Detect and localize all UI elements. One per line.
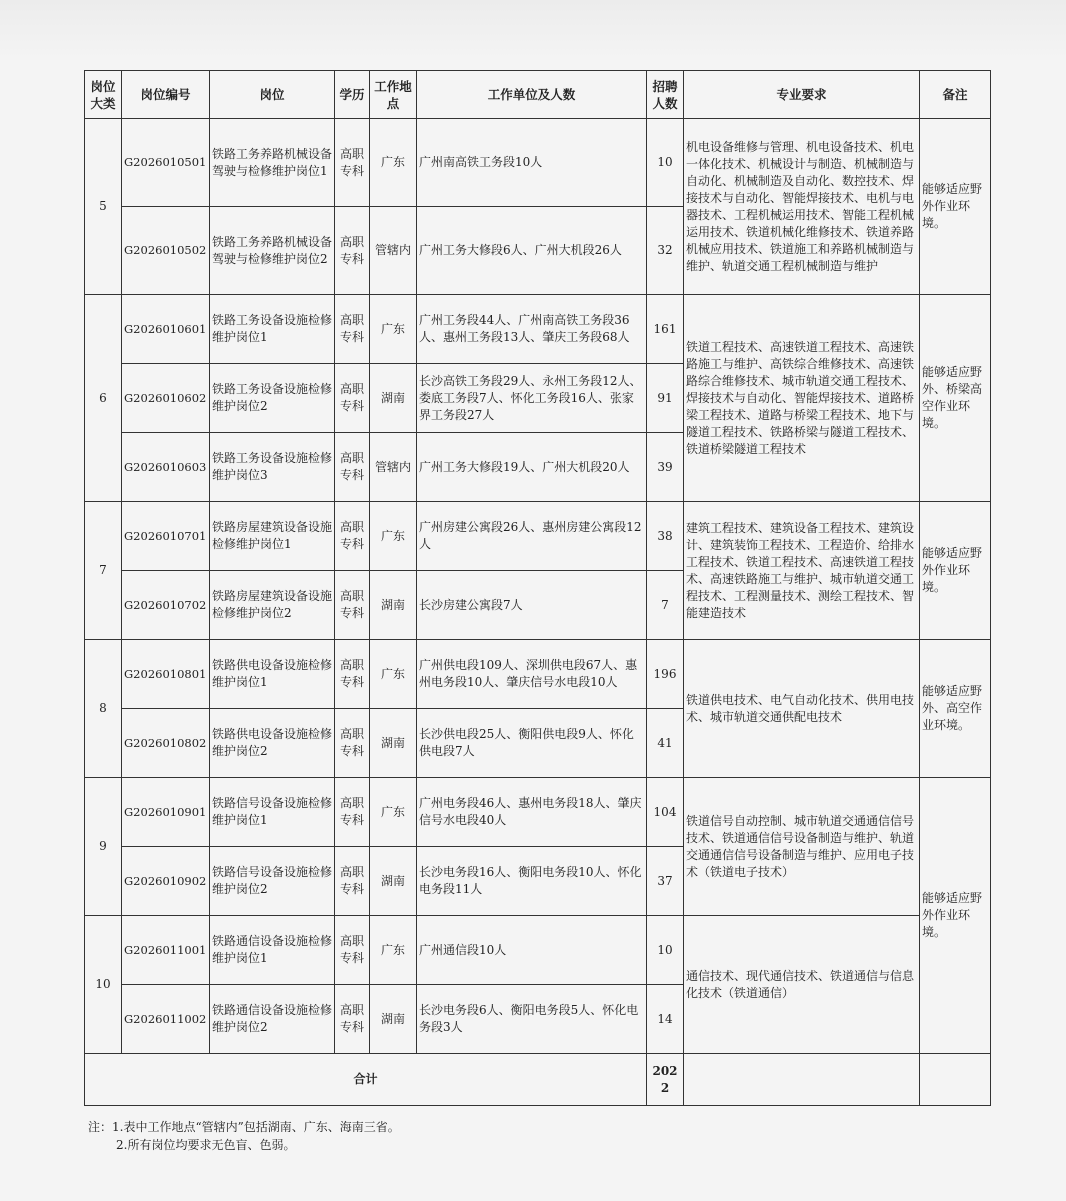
remark-cell: 能够适应野外作业环境。 bbox=[920, 119, 991, 295]
count-cell: 10 bbox=[647, 916, 684, 985]
remark-cell: 能够适应野外、高空作业环境。 bbox=[920, 640, 991, 778]
total-label: 合计 bbox=[85, 1054, 647, 1106]
education-cell: 高职专科 bbox=[335, 295, 370, 364]
count-cell: 41 bbox=[647, 709, 684, 778]
code-cell: G2026010502 bbox=[122, 207, 210, 295]
education-cell: 高职专科 bbox=[335, 985, 370, 1054]
footnotes bbox=[88, 1118, 400, 1154]
header-count: 招聘人数 bbox=[647, 71, 684, 119]
category-cell: 6 bbox=[85, 295, 122, 502]
post-cell: 铁路通信设备设施检修维护岗位2 bbox=[210, 985, 335, 1054]
remark-cell: 能够适应野外作业环境。 bbox=[920, 502, 991, 640]
code-cell: G2026010601 bbox=[122, 295, 210, 364]
count-cell: 38 bbox=[647, 502, 684, 571]
post-cell: 铁路房屋建筑设备设施检修维护岗位1 bbox=[210, 502, 335, 571]
units-cell: 广州工务大修段19人、广州大机段20人 bbox=[417, 433, 647, 502]
location-cell: 湖南 bbox=[370, 571, 417, 640]
post-cell: 铁路供电设备设施检修维护岗位2 bbox=[210, 709, 335, 778]
post-cell: 铁路信号设备设施检修维护岗位1 bbox=[210, 778, 335, 847]
footnote-2: 2.所有岗位均要求无色盲、色弱。 bbox=[116, 1138, 296, 1152]
count-cell: 32 bbox=[647, 207, 684, 295]
location-cell: 广东 bbox=[370, 502, 417, 571]
education-cell: 高职专科 bbox=[335, 571, 370, 640]
table-row bbox=[85, 295, 991, 364]
major-cell: 通信技术、现代通信技术、铁道通信与信息化技术（铁道通信） bbox=[684, 916, 920, 1054]
code-cell: G2026010801 bbox=[122, 640, 210, 709]
major-cell: 建筑工程技术、建筑设备工程技术、建筑设计、建筑装饰工程技术、工程造价、给排水工程技术、铁道工程技术、高速铁道工程技术、高速铁路施工与维护、城市轨道交通工程技术、工程测量技术、测绘工程技术、智能建造技术 bbox=[684, 502, 920, 640]
location-cell: 管辖内 bbox=[370, 207, 417, 295]
count-cell: 7 bbox=[647, 571, 684, 640]
code-cell: G2026011002 bbox=[122, 985, 210, 1054]
units-cell: 广州供电段109人、深圳供电段67人、惠州电务段10人、肇庆信号水电段10人 bbox=[417, 640, 647, 709]
education-cell: 高职专科 bbox=[335, 502, 370, 571]
count-cell: 161 bbox=[647, 295, 684, 364]
code-cell: G2026010603 bbox=[122, 433, 210, 502]
units-cell: 长沙供电段25人、衡阳供电段9人、怀化供电段7人 bbox=[417, 709, 647, 778]
category-cell: 8 bbox=[85, 640, 122, 778]
table-row bbox=[85, 778, 991, 847]
header-row bbox=[85, 71, 991, 119]
units-cell: 广州房建公寓段26人、惠州房建公寓段12人 bbox=[417, 502, 647, 571]
units-cell: 长沙电务段16人、衡阳电务段10人、怀化电务段11人 bbox=[417, 847, 647, 916]
major-cell: 铁道信号自动控制、城市轨道交通通信信号技术、铁道通信信号设备制造与维护、轨道交通通信信号设备制造与维护、应用电子技术（铁道电子技术） bbox=[684, 778, 920, 916]
post-cell: 铁路房屋建筑设备设施检修维护岗位2 bbox=[210, 571, 335, 640]
post-cell: 铁路工务养路机械设备驾驶与检修维护岗位2 bbox=[210, 207, 335, 295]
post-cell: 铁路信号设备设施检修维护岗位2 bbox=[210, 847, 335, 916]
table-row bbox=[85, 916, 991, 985]
units-cell: 长沙电务段6人、衡阳电务段5人、怀化电务段3人 bbox=[417, 985, 647, 1054]
count-cell: 37 bbox=[647, 847, 684, 916]
education-cell: 高职专科 bbox=[335, 207, 370, 295]
code-cell: G2026010902 bbox=[122, 847, 210, 916]
table-row bbox=[85, 640, 991, 709]
remark-cell: 能够适应野外作业环境。 bbox=[920, 778, 991, 1054]
count-cell: 14 bbox=[647, 985, 684, 1054]
total-remark-empty bbox=[920, 1054, 991, 1106]
location-cell: 湖南 bbox=[370, 364, 417, 433]
count-cell: 196 bbox=[647, 640, 684, 709]
units-cell: 广州工务大修段6人、广州大机段26人 bbox=[417, 207, 647, 295]
remark-cell: 能够适应野外、桥梁高空作业环境。 bbox=[920, 295, 991, 502]
post-cell: 铁路通信设备设施检修维护岗位1 bbox=[210, 916, 335, 985]
education-cell: 高职专科 bbox=[335, 847, 370, 916]
count-cell: 104 bbox=[647, 778, 684, 847]
units-cell: 广州通信段10人 bbox=[417, 916, 647, 985]
education-cell: 高职专科 bbox=[335, 709, 370, 778]
table-row bbox=[85, 502, 991, 571]
location-cell: 广东 bbox=[370, 916, 417, 985]
footnote-1: 注：1.表中工作地点“管辖内”包括湖南、广东、海南三省。 bbox=[88, 1120, 400, 1134]
units-cell: 广州电务段46人、惠州电务段18人、肇庆信号水电段40人 bbox=[417, 778, 647, 847]
location-cell: 广东 bbox=[370, 119, 417, 207]
location-cell: 广东 bbox=[370, 778, 417, 847]
major-cell: 机电设备维修与管理、机电设备技术、机电一体化技术、机械设计与制造、机械制造与自动化、机械制造及自动化、数控技术、焊接技术与自动化、智能焊接技术、电机与电器技术、工程机械运用技术、智能工程机械运用技术、铁道机械化维修技术、铁道养路机械应用技术、铁道施工和养路机械制造与维护、轨道交通工程机械制造与维护 bbox=[684, 119, 920, 295]
location-cell: 湖南 bbox=[370, 709, 417, 778]
total-value: 2022 bbox=[647, 1054, 684, 1106]
header-remark: 备注 bbox=[920, 71, 991, 119]
education-cell: 高职专科 bbox=[335, 640, 370, 709]
header-location: 工作地点 bbox=[370, 71, 417, 119]
post-cell: 铁路工务设备设施检修维护岗位3 bbox=[210, 433, 335, 502]
post-cell: 铁路供电设备设施检修维护岗位1 bbox=[210, 640, 335, 709]
major-cell: 铁道供电技术、电气自动化技术、供用电技术、城市轨道交通供配电技术 bbox=[684, 640, 920, 778]
education-cell: 高职专科 bbox=[335, 916, 370, 985]
header-category: 岗位大类 bbox=[85, 71, 122, 119]
post-cell: 铁路工务设备设施检修维护岗位1 bbox=[210, 295, 335, 364]
education-cell: 高职专科 bbox=[335, 364, 370, 433]
code-cell: G2026010701 bbox=[122, 502, 210, 571]
education-cell: 高职专科 bbox=[335, 433, 370, 502]
major-cell: 铁道工程技术、高速铁道工程技术、高速铁路施工与维护、高铁综合维修技术、高速铁路综合维修技术、城市轨道交通工程技术、焊接技术与自动化、智能焊接技术、道路桥梁工程技术、道路与桥梁工程技术、地下与隧道工程技术、铁路桥梁与隧道工程技术、铁道桥梁隧道工程技术 bbox=[684, 295, 920, 502]
table-row bbox=[85, 119, 991, 207]
page-top-shadow bbox=[0, 0, 1066, 60]
header-code: 岗位编号 bbox=[122, 71, 210, 119]
recruitment-table bbox=[84, 70, 991, 1106]
education-cell: 高职专科 bbox=[335, 778, 370, 847]
total-row bbox=[85, 1054, 991, 1106]
category-cell: 7 bbox=[85, 502, 122, 640]
location-cell: 湖南 bbox=[370, 985, 417, 1054]
code-cell: G2026010702 bbox=[122, 571, 210, 640]
location-cell: 湖南 bbox=[370, 847, 417, 916]
location-cell: 广东 bbox=[370, 640, 417, 709]
header-post: 岗位 bbox=[210, 71, 335, 119]
header-education: 学历 bbox=[335, 71, 370, 119]
code-cell: G2026010802 bbox=[122, 709, 210, 778]
code-cell: G2026010602 bbox=[122, 364, 210, 433]
category-cell: 5 bbox=[85, 119, 122, 295]
code-cell: G2026010901 bbox=[122, 778, 210, 847]
count-cell: 39 bbox=[647, 433, 684, 502]
units-cell: 长沙高铁工务段29人、永州工务段12人、娄底工务段7人、怀化工务段16人、张家界工务段27人 bbox=[417, 364, 647, 433]
location-cell: 管辖内 bbox=[370, 433, 417, 502]
total-major-empty bbox=[684, 1054, 920, 1106]
header-units: 工作单位及人数 bbox=[417, 71, 647, 119]
location-cell: 广东 bbox=[370, 295, 417, 364]
category-cell: 10 bbox=[85, 916, 122, 1054]
education-cell: 高职专科 bbox=[335, 119, 370, 207]
header-major: 专业要求 bbox=[684, 71, 920, 119]
code-cell: G2026011001 bbox=[122, 916, 210, 985]
post-cell: 铁路工务养路机械设备驾驶与检修维护岗位1 bbox=[210, 119, 335, 207]
count-cell: 10 bbox=[647, 119, 684, 207]
units-cell: 广州工务段44人、广州南高铁工务段36人、惠州工务段13人、肇庆工务段68人 bbox=[417, 295, 647, 364]
category-cell: 9 bbox=[85, 778, 122, 916]
count-cell: 91 bbox=[647, 364, 684, 433]
units-cell: 长沙房建公寓段7人 bbox=[417, 571, 647, 640]
code-cell: G2026010501 bbox=[122, 119, 210, 207]
post-cell: 铁路工务设备设施检修维护岗位2 bbox=[210, 364, 335, 433]
units-cell: 广州南高铁工务段10人 bbox=[417, 119, 647, 207]
